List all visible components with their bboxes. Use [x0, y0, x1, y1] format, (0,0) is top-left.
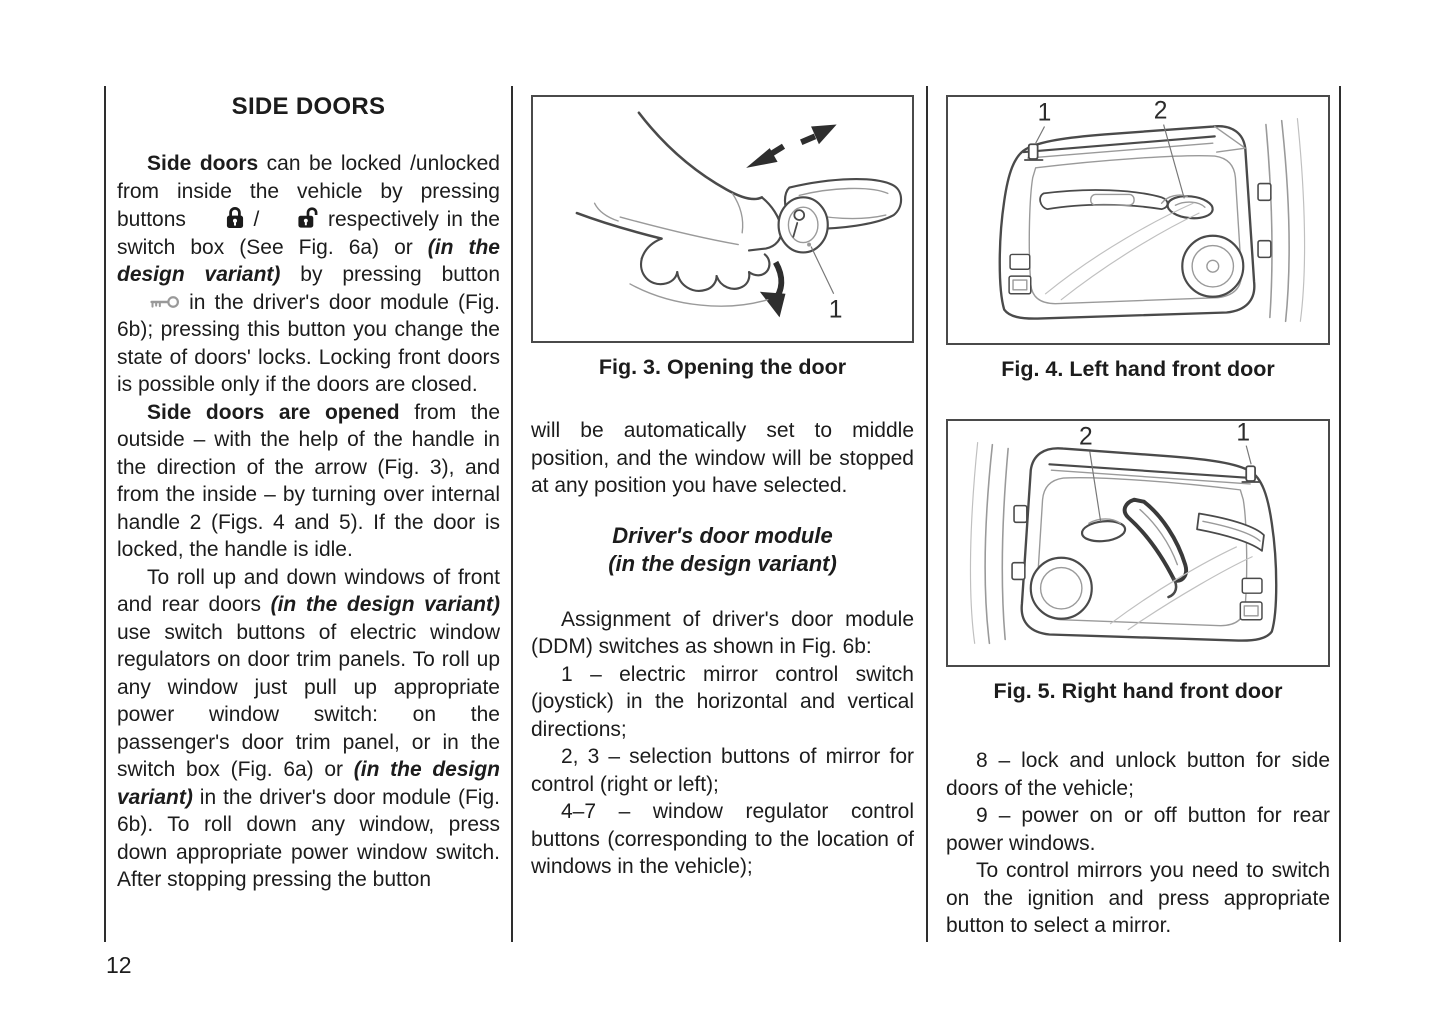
- paragraph: 1 – electric mirror control switch (joystick) in the horizontal and vertical directions;: [531, 662, 914, 741]
- section-title: SIDE DOORS: [231, 93, 386, 120]
- column-divider-1: [511, 86, 513, 942]
- figure-3-image: [531, 95, 914, 343]
- lock-open-icon: [267, 205, 320, 230]
- paragraph: To control mirrors you need to switch on the ignition and press appropriate button to select a mirror.: [946, 859, 1330, 937]
- figure-4-image: [946, 95, 1330, 345]
- paragraph: 4–7 – window regulator control buttons (corresponding to the location of windows in the vehicle);: [531, 800, 914, 878]
- right-door-drawing: [948, 421, 1328, 665]
- figure-3-caption: Fig. 3. Opening the door: [598, 355, 847, 379]
- fig3-label-1: 1: [828, 296, 843, 324]
- figure-5-caption: Fig. 5. Right hand front door: [993, 679, 1283, 703]
- column-right: [946, 88, 1330, 940]
- fig4-label-2: 2: [1153, 97, 1168, 125]
- paragraph: 2, 3 – selection buttons of mirror for control (right or left);: [531, 745, 914, 796]
- right-column-text: [946, 747, 1330, 940]
- fig5-label-1: 1: [1236, 421, 1251, 447]
- column-divider-2: [926, 86, 928, 942]
- page-number: 12: [106, 952, 132, 978]
- paragraph: Side doors can be locked /unlocked from inside the vehicle by pressing buttons / respectively in the switch box (See Fig. 6a) or (in the design variant) by pressing button in the driver's door module (Fig. 6b); pressing this button you change the state of doors' locks. Locking front doors is possible only if the doors are closed.: [117, 152, 500, 396]
- figure-3: [531, 95, 914, 379]
- column-left: [117, 88, 500, 894]
- paragraph: 8 – lock and unlock button for side doors of the vehicle;: [946, 749, 1330, 800]
- paragraph: Side doors are opened from the outside – with the help of the handle in the direction of the arrow (Fig. 3), and from the inside – by turning over internal handle 2 (Figs. 4 and 5). If the door is locked, the handle is idle.: [117, 400, 500, 561]
- right-page-rule: [1339, 86, 1341, 942]
- opening-door-drawing: [533, 97, 912, 341]
- figure-5: [946, 419, 1330, 703]
- fig4-label-1: 1: [1037, 99, 1052, 127]
- paragraph: will be automatically set to middle position, and the window will be stopped at any position you have selected.: [531, 419, 914, 497]
- paragraph: Assignment of driver's door module (DDM) switches as shown in Fig. 6b:: [531, 607, 914, 658]
- fig5-label-2: 2: [1078, 423, 1093, 451]
- paragraph: 9 – power on or off button for rear power windows.: [946, 804, 1330, 855]
- paragraph: To roll up and down windows of front and rear doors (in the design variant) use switch buttons of electric window regulators on door trim panels. To roll up any window just pull up appropriate power window switch: on the passenger's door trim panel, or in the switch box (Fig. 6a) or (in the design variant) in the driver's door module (Fig. 6b). To roll down any window, press down appropriate power window switch. After stopping pressing the button: [117, 565, 501, 891]
- middle-column-text: [531, 417, 914, 881]
- figure-5-image: [946, 419, 1330, 667]
- left-page-rule: [104, 86, 106, 942]
- figure-4: [946, 95, 1330, 381]
- left-column-text: [117, 150, 500, 894]
- column-middle: [531, 88, 914, 881]
- left-door-drawing: [948, 97, 1328, 343]
- figure-4-caption: Fig. 4. Left hand front door: [1001, 357, 1275, 381]
- subsection-title: Driver's door module (in the design variant): [608, 522, 837, 576]
- lock-closed-icon: [194, 205, 246, 230]
- key-icon: [117, 291, 180, 313]
